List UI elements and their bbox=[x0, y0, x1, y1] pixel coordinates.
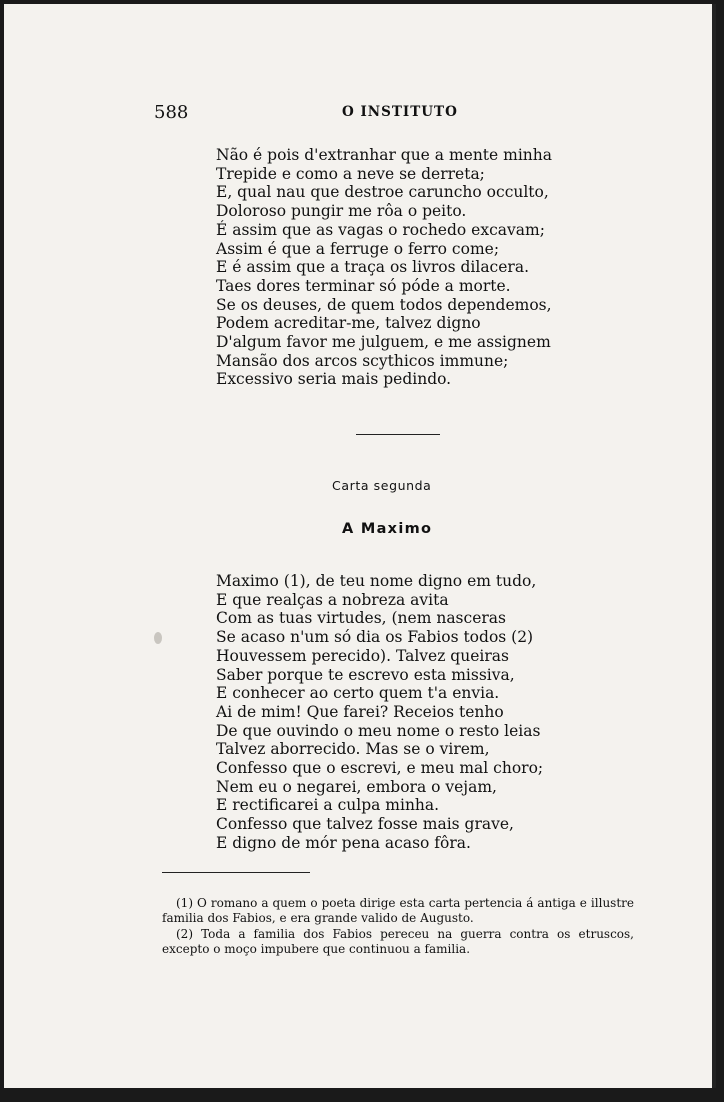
verse-line: Podem acreditar-me, talvez digno bbox=[216, 314, 481, 333]
verse-line: Não é pois d'extranhar que a mente minha bbox=[216, 146, 552, 164]
letter-subtitle: Carta segunda bbox=[332, 478, 432, 493]
footnotes bbox=[162, 896, 634, 957]
verse-line: E conhecer ao certo quem t'a envia. bbox=[216, 684, 500, 703]
verse-line: E rectificarei a culpa minha. bbox=[216, 796, 440, 815]
verse-line: E digno de mór pena acaso fôra. bbox=[216, 833, 471, 852]
verse-line: Mansão dos arcos scythicos immune; bbox=[216, 351, 509, 370]
verse-line: Taes dores terminar só póde a morte. bbox=[216, 276, 511, 295]
verse-line: Confesso que o escrevi, e meu mal choro; bbox=[216, 759, 544, 778]
verse-line: Com as tuas virtudes, (nem nasceras bbox=[216, 609, 506, 628]
verse-line: Maximo (1), de teu nome digno em tudo, bbox=[216, 572, 537, 590]
verse-line: D'algum favor me julguem, e me assignem bbox=[216, 333, 551, 352]
footnote-rule bbox=[162, 872, 310, 873]
verse-block-1 bbox=[216, 146, 552, 389]
verse-line: Confesso que talvez fosse mais grave, bbox=[216, 815, 514, 834]
page-number: 588 bbox=[154, 102, 189, 123]
verse-line: Se os deuses, de quem todos dependemos, bbox=[216, 295, 552, 314]
verse-line: Ai de mim! Que farei? Receios tenho bbox=[216, 702, 504, 721]
verse-line: Doloroso pungir me rôa o peito. bbox=[216, 202, 467, 221]
verse-line: Assim é que a ferruge o ferro come; bbox=[216, 239, 500, 258]
verse-line: Trepide e como a neve se derreta; bbox=[216, 164, 485, 183]
verse-line: Excessivo seria mais pedindo. bbox=[216, 370, 452, 389]
footnote-2: (2) Toda a familia dos Fabios pereceu na guerra contra os etruscos, excepto o moço impubere que continuou a familia. bbox=[162, 926, 634, 956]
running-title: O INSTITUTO bbox=[342, 104, 458, 120]
section-divider bbox=[356, 434, 440, 435]
verse-line: Saber porque te escrevo esta missiva, bbox=[216, 665, 515, 684]
verse-line: E que realças a nobreza avita bbox=[216, 590, 449, 609]
letter-title: A Maximo bbox=[342, 521, 433, 537]
verse-line: De que ouvindo o meu nome o resto leias bbox=[216, 721, 541, 740]
footnote-1: (1) O romano a quem o poeta dirige esta carta pertencia á antiga e illustre familia dos Fabios, e era grande valido de Augusto. bbox=[162, 896, 634, 926]
verse-block-2 bbox=[216, 572, 543, 853]
ink-smudge bbox=[154, 632, 162, 644]
verse-line: E é assim que a traça os livros dilacera. bbox=[216, 258, 529, 277]
verse-line: Se acaso n'um só dia os Fabios todos (2) bbox=[216, 628, 534, 647]
verse-line: Talvez aborrecido. Mas se o virem, bbox=[216, 740, 490, 759]
verse-line: E, qual nau que destroe caruncho occulto, bbox=[216, 183, 549, 202]
verse-line: Houvessem perecido). Talvez queiras bbox=[216, 646, 509, 665]
verse-line: É assim que as vagas o rochedo excavam; bbox=[216, 220, 545, 239]
verse-line: Nem eu o negarei, embora o vejam, bbox=[216, 777, 497, 796]
book-page bbox=[4, 4, 716, 1088]
